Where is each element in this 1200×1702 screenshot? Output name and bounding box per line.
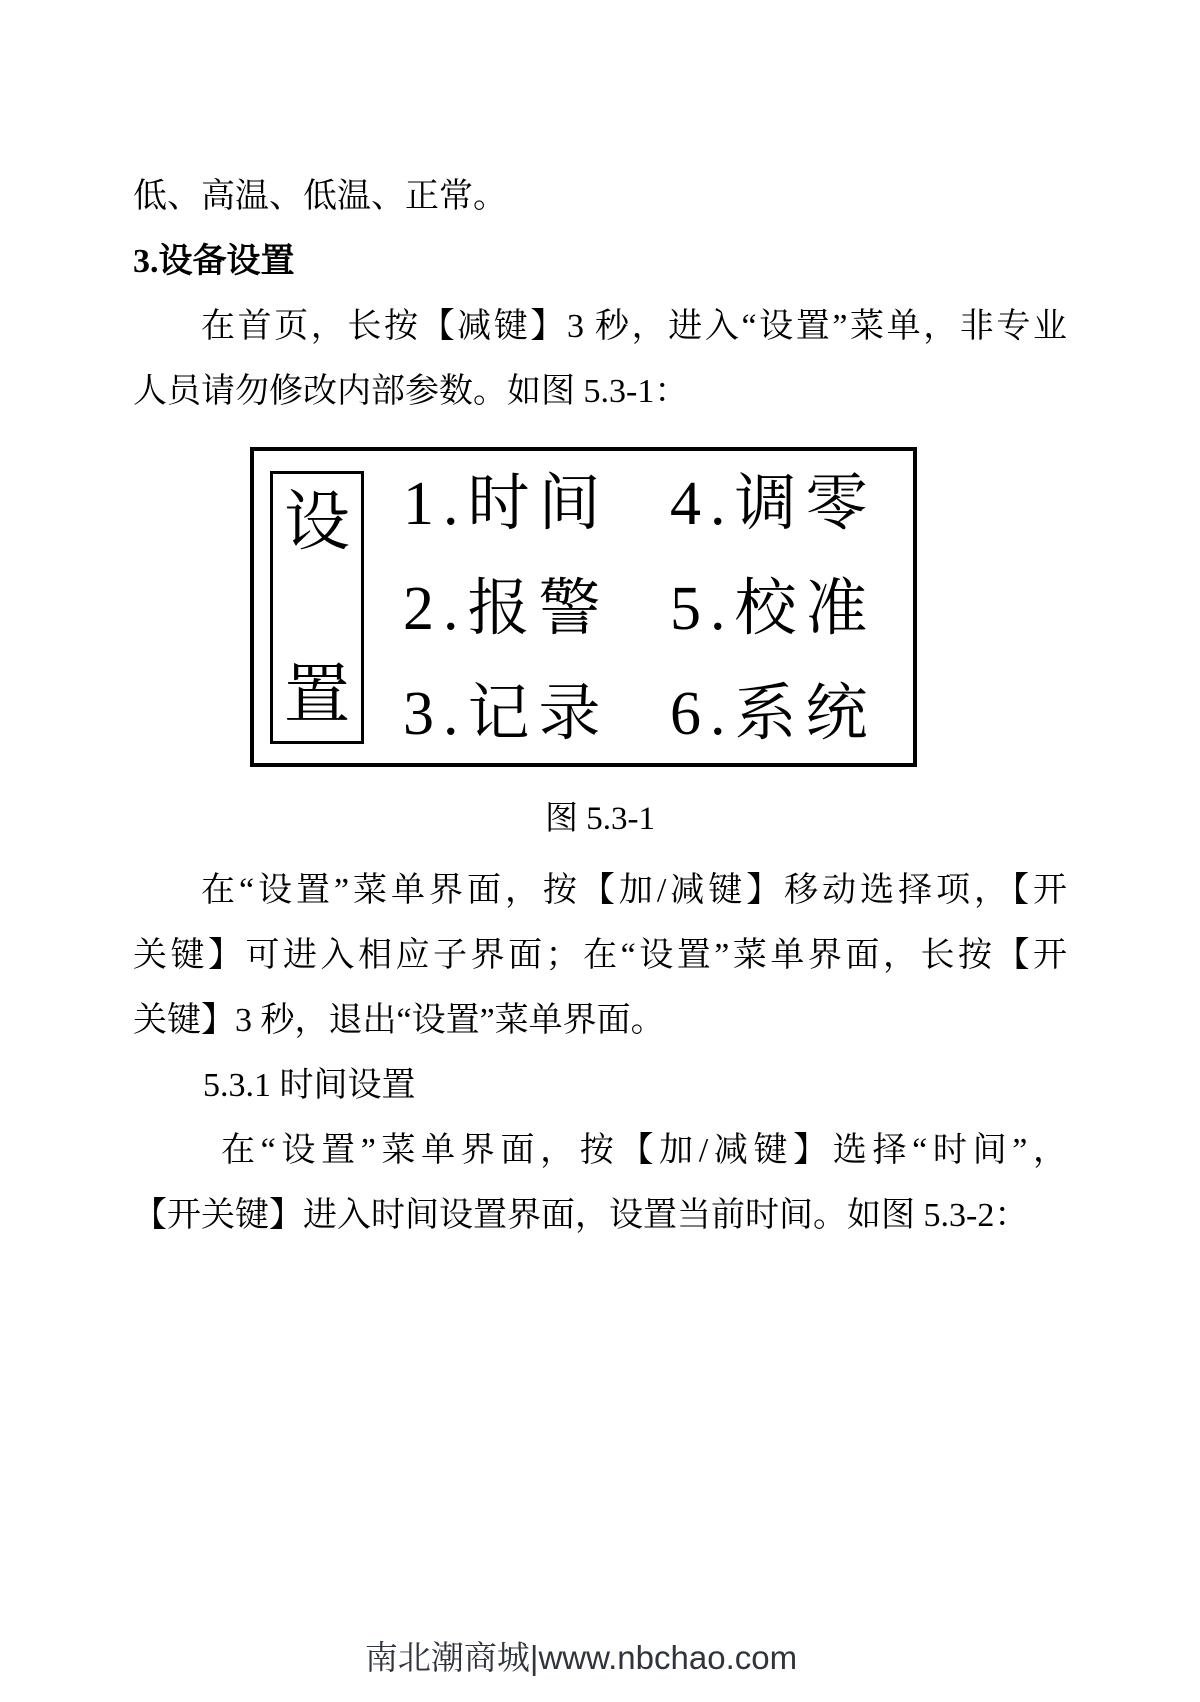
para2-line1: 在“设置”菜单界面，按【加/减键】移动选择项，【开: [201, 872, 1067, 909]
menu-item-calibration: 5.校准: [670, 575, 877, 643]
menu-item-system: 6.系统: [670, 680, 877, 748]
menu-item-zero: 4.调零: [670, 470, 877, 538]
para3-line1: 在“设置”菜单界面，按【加/减键】选择“时间”，: [221, 1132, 1067, 1169]
settings-label-top: 设: [284, 486, 350, 559]
sub-heading: 5.3.1 时间设置: [203, 1067, 416, 1104]
settings-vertical-label: [270, 471, 364, 744]
para3-line2: 【开关键】进入时间设置界面，设置当前时间。如图 5.3-2：: [133, 1197, 1029, 1234]
settings-label-bottom: 置: [284, 659, 350, 732]
para2-line3: 关键】3 秒，退出“设置”菜单界面。: [133, 1002, 665, 1039]
menu-row-1: [403, 470, 908, 538]
menu-item-alarm: 2.报警: [403, 575, 610, 643]
menu-row-2: [403, 575, 908, 643]
section-heading: 3.设备设置: [133, 243, 295, 280]
watermark-text: 南北潮商城|www.nbchao.com: [364, 1639, 798, 1676]
settings-menu: [403, 451, 908, 763]
para2-line2: 关键】可进入相应子界面；在“设置”菜单界面，长按【开: [133, 937, 1067, 974]
menu-item-time: 1.时间: [403, 470, 610, 538]
para1-line2: 人员请勿修改内部参数。如图 5.3-1：: [133, 373, 689, 410]
para1-line1: 在首页，长按【减键】3 秒，进入“设置”菜单，非专业: [201, 308, 1067, 345]
menu-item-record: 3.记录: [403, 680, 610, 748]
figure-caption: 图 5.3-1: [545, 801, 655, 837]
watermark-footer: [0, 1638, 1200, 1678]
menu-row-3: [403, 680, 908, 748]
settings-screen-figure: [250, 447, 917, 767]
intro-line: 低、高温、低温、正常。: [133, 178, 507, 215]
